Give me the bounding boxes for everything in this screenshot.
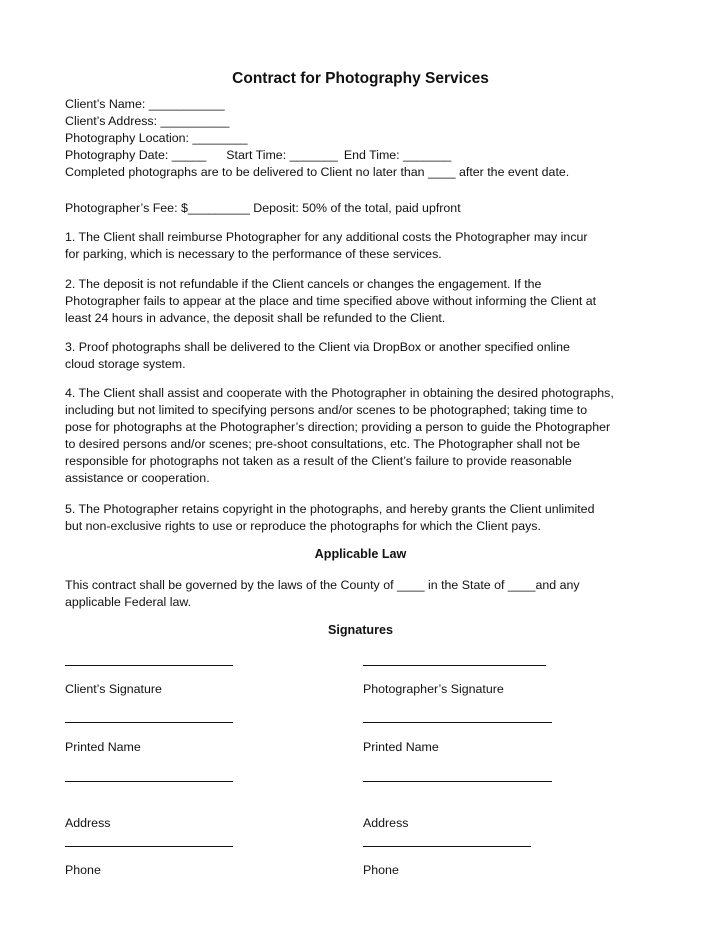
clause-line: but non-exclusive rights to use or reproduce the photographs for which the Client pays.	[65, 519, 541, 533]
clause-line: least 24 hours in advance, the deposit shall be refunded to the Client.	[65, 311, 446, 325]
client-name-field: Client’s Name: ___________	[65, 97, 225, 111]
delivery-line: Completed photographs are to be delivered to Client no later than ____ after the event date.	[65, 165, 570, 179]
law-line: This contract shall be governed by the laws of the County of ____ in the State of ____and any	[65, 578, 580, 592]
clause-line: assistance or cooperation.	[65, 471, 210, 485]
clause-line: Photographer fails to appear at the place and time specified above without informing the Client at	[65, 294, 597, 308]
clause-line: responsible for photographs not taken as a result of the Client’s failure to provide reasonable	[65, 454, 572, 468]
client-address-field: Client’s Address: __________	[65, 114, 230, 128]
applicable-law-heading: Applicable Law	[314, 547, 407, 561]
photographer-signature-label: Photographer’s Signature	[363, 682, 504, 696]
photographer-printed-name-line[interactable]	[363, 722, 552, 723]
clause-line: cloud storage system.	[65, 357, 186, 371]
clause-4	[65, 385, 665, 487]
law-line: applicable Federal law.	[65, 595, 192, 609]
clause-line: including but not limited to specifying persons and/or scenes to be photographed; taking time to	[65, 403, 588, 417]
clause-line: 2. The deposit is not refundable if the Client cancels or changes the engagement. If the	[65, 277, 542, 291]
fee-block	[65, 200, 665, 217]
client-signature-label: Client’s Signature	[65, 682, 162, 696]
photographer-signature-line[interactable]	[363, 665, 546, 666]
signatures-heading: Signatures	[327, 623, 394, 637]
photography-date-field: Photography Date: _____	[65, 148, 207, 162]
start-time-field: Start Time: _______	[226, 148, 338, 162]
client-printed-name-label: Printed Name	[65, 740, 141, 754]
client-signature-line[interactable]	[65, 665, 233, 666]
clause-1	[65, 229, 665, 263]
photographer-address-line[interactable]	[363, 781, 552, 782]
photography-location-field: Photography Location: ________	[65, 131, 248, 145]
fee-line: Photographer’s Fee: $_________ Deposit: 50% of the total, paid upfront	[65, 201, 461, 215]
clause-3	[65, 339, 665, 373]
clause-line: 4. The Client shall assist and cooperate with the Photographer in obtaining the desired photographs,	[65, 386, 614, 400]
photographer-phone-label: Phone	[363, 863, 399, 877]
document-title: Contract for Photography Services	[232, 70, 489, 87]
client-printed-name-line[interactable]	[65, 722, 233, 723]
photographer-printed-name-label: Printed Name	[363, 740, 439, 754]
clause-line: pose for photographs at the Photographer’s direction; providing a person to guide the Photographer	[65, 420, 611, 434]
client-address-line[interactable]	[65, 781, 233, 782]
photographer-phone-line[interactable]	[363, 846, 531, 847]
photographer-address-label: Address	[363, 816, 409, 830]
client-address-label: Address	[65, 816, 111, 830]
date-time-line	[65, 147, 665, 164]
clause-5	[65, 501, 665, 535]
client-phone-label: Phone	[65, 863, 101, 877]
clause-line: 1. The Client shall reimburse Photographer for any additional costs the Photographer may incur	[65, 230, 588, 244]
clause-line: 5. The Photographer retains copyright in the photographs, and hereby grants the Client unlimited	[65, 502, 595, 516]
clause-line: 3. Proof photographs shall be delivered to the Client via DropBox or another specified online	[65, 340, 570, 354]
header-fields	[65, 96, 665, 181]
applicable-law-text	[65, 577, 665, 611]
client-phone-line[interactable]	[65, 846, 233, 847]
clause-2	[65, 276, 665, 327]
clause-line: for parking, which is necessary to the performance of these services.	[65, 247, 442, 261]
clause-line: to desired persons and/or scenes; pre-shoot consultations, etc. The Photographer shall not be	[65, 437, 580, 451]
end-time-field: End Time: _______	[343, 148, 452, 162]
